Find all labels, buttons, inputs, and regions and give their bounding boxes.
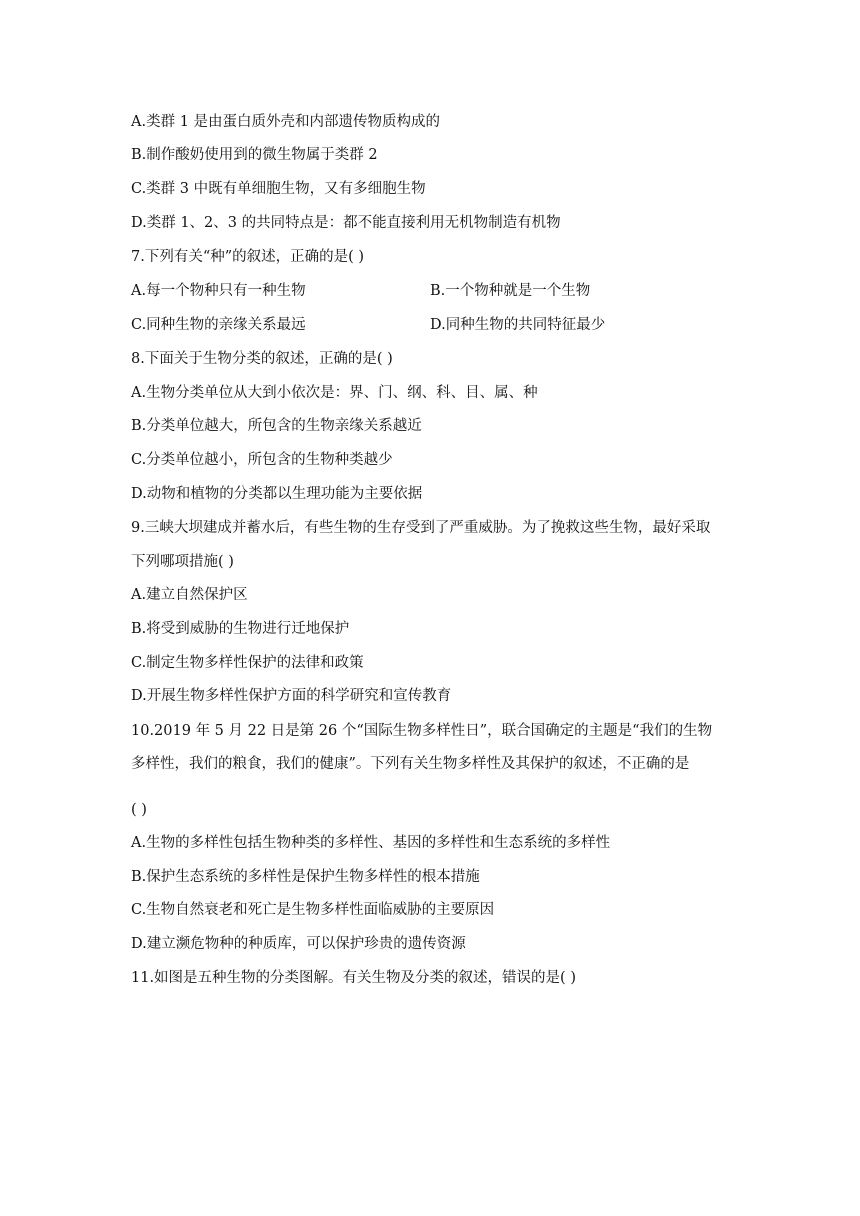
q10-option-d: D.建立濒危物种的种质库，可以保护珍贵的遗传资源 (131, 936, 466, 952)
q6-option-b: B.制作酸奶使用到的微生物属于类群 2 (131, 147, 378, 163)
q6-option-d: D.类群 1、2、3 的共同特点是：都不能直接利用无机物制造有机物 (131, 215, 561, 231)
q8-option-b: B.分类单位越大，所包含的生物亲缘关系越近 (131, 418, 422, 434)
q8-option-a: A.生物分类单位从大到小依次是：界、门、纲、科、目、属、种 (131, 385, 538, 401)
q9-stem-line1: 9.三峡大坝建成并蓄水后，有些生物的生存受到了严重威胁。为了挽救这些生物，最好采取 (131, 520, 711, 536)
q8-option-d: D.动物和植物的分类都以生理功能为主要依据 (131, 486, 423, 502)
q10-stem-line3: ( ) (131, 802, 147, 818)
q8-stem: 8.下面关于生物分类的叙述，正确的是( ) (131, 351, 393, 367)
q8-option-c: C.分类单位越小，所包含的生物种类越少 (131, 452, 393, 468)
q6-option-a: A.类群 1 是由蛋白质外壳和内部遗传物质构成的 (131, 114, 441, 130)
q7-option-c: C.同种生物的亲缘关系最远 (131, 317, 306, 333)
q7-option-d: D.同种生物的共同特征最少 (430, 317, 606, 333)
q9-option-a: A.建立自然保护区 (131, 587, 248, 603)
q7-option-b: B.一个物种就是一个生物 (430, 283, 591, 299)
q10-option-b: B.保护生态系统的多样性是保护生物多样性的根本措施 (131, 869, 480, 885)
q7-stem: 7.下列有关“种”的叙述，正确的是( ) (131, 249, 365, 265)
q9-option-d: D.开展生物多样性保护方面的科学研究和宣传教育 (131, 688, 452, 704)
q10-stem-line2: 多样性，我们的粮食，我们的健康”。下列有关生物多样性及其保护的叙述，不正确的是 (131, 756, 690, 772)
q7-option-a: A.每一个物种只有一种生物 (131, 283, 306, 299)
q10-option-a: A.生物的多样性包括生物种类的多样性、基因的多样性和生态系统的多样性 (131, 835, 611, 851)
q6-option-c: C.类群 3 中既有单细胞生物，又有多细胞生物 (131, 181, 426, 197)
q9-stem-line2: 下列哪项措施( ) (131, 554, 234, 570)
q9-option-b: B.将受到威胁的生物进行迁地保护 (131, 621, 350, 637)
q10-stem-line1: 10.2019 年 5 月 22 日是第 26 个“国际生物多样性日”，联合国确定的主题是“我们的生物 (131, 723, 713, 739)
q9-option-c: C.制定生物多样性保护的法律和政策 (131, 655, 364, 671)
q10-option-c: C.生物自然衰老和死亡是生物多样性面临威胁的主要原因 (131, 902, 495, 918)
q11-stem: 11.如图是五种生物的分类图解。有关生物及分类的叙述，错误的是( ) (131, 970, 576, 986)
